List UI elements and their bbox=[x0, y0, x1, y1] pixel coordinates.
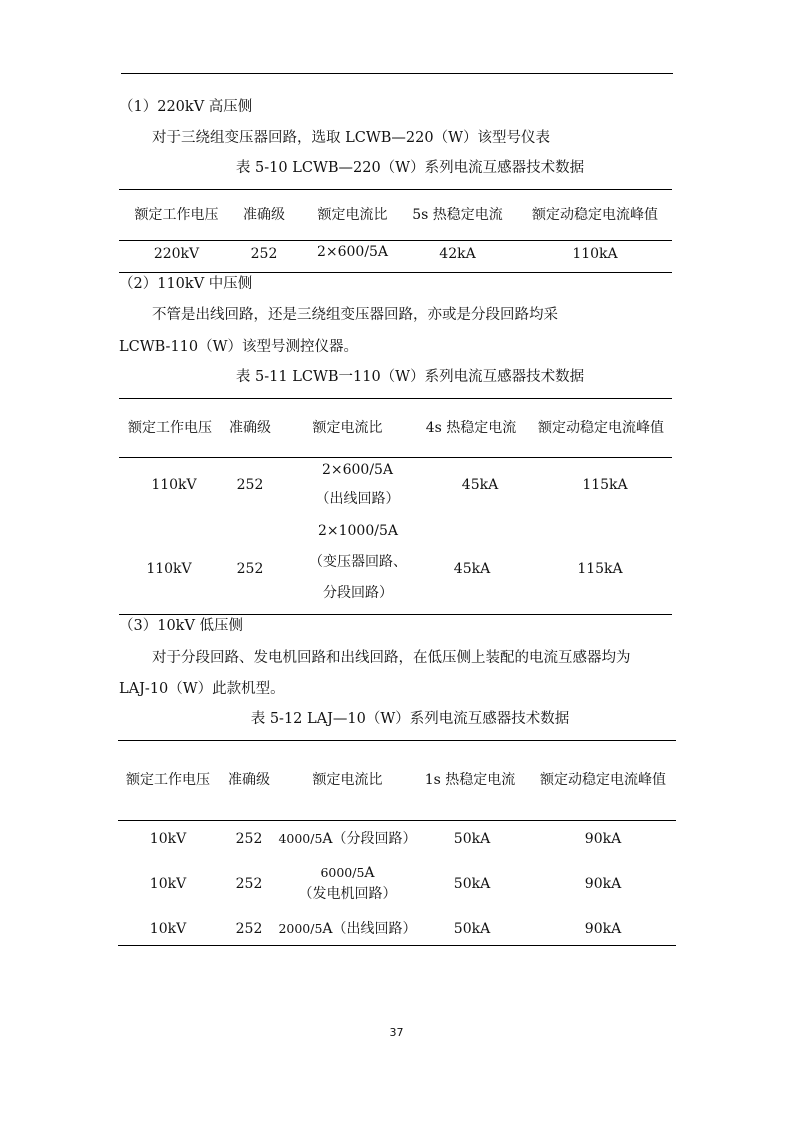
table-5-12-row3-ratio bbox=[270, 919, 425, 939]
table-5-12-row2-thermal: 50kA bbox=[453, 876, 491, 892]
table-5-12-header-voltage: 额定工作电压 bbox=[126, 772, 210, 788]
table-5-10-header-voltage: 额定工作电压 bbox=[134, 207, 219, 223]
table-5-11-mid-rule bbox=[119, 457, 672, 458]
table-5-10-cell-dynamic: 110kA bbox=[572, 246, 618, 262]
table-5-12-row1-thermal: 50kA bbox=[453, 831, 491, 847]
table-5-12-row3-dynamic: 90kA bbox=[584, 921, 622, 937]
table-5-12-row2-ratio-suffix: A bbox=[364, 865, 375, 881]
table-5-10-cell-thermal: 42kA bbox=[439, 246, 476, 262]
section-heading-110kv: （2）110kV 中压侧 bbox=[119, 276, 253, 292]
table-5-12-row3-ratio-suffix: A（出线回路） bbox=[322, 921, 417, 937]
table-5-12-row2-ratio-line2: （发电机回路） bbox=[298, 886, 397, 902]
table-5-11-row2-ratio-line1: 2×1000/5A bbox=[317, 523, 398, 539]
table-5-10-top-rule bbox=[119, 189, 672, 190]
table-5-11-bottom-rule bbox=[119, 614, 672, 615]
table-5-12-mid-rule bbox=[118, 820, 676, 821]
table-5-10-cell-voltage: 220kV bbox=[153, 246, 200, 262]
table-5-12-row1-ratio bbox=[270, 829, 425, 849]
table-5-11-header-ratio: 额定电流比 bbox=[312, 420, 383, 436]
table-5-10-header-dynamic: 额定动稳定电流峰值 bbox=[532, 207, 658, 223]
table-caption-5-10: 表 5-10 LCWB—220（W）系列电流互感器技术数据 bbox=[235, 160, 585, 176]
table-5-11-row2-thermal: 45kA bbox=[453, 561, 491, 577]
table-5-12-header-dynamic: 额定动稳定电流峰值 bbox=[540, 772, 666, 788]
table-5-11-row1-accuracy: 252 bbox=[236, 477, 264, 493]
table-5-11-row1-ratio-line1: 2×600/5A bbox=[321, 462, 394, 478]
table-caption-5-11: 表 5-11 LCWB一110（W）系列电流互感器技术数据 bbox=[235, 369, 585, 385]
table-5-11-row1-dynamic: 115kA bbox=[582, 477, 628, 493]
table-5-11-row1-voltage: 110kV bbox=[151, 477, 197, 493]
table-5-12-row1-voltage: 10kV bbox=[149, 831, 187, 847]
table-5-10-mid-rule bbox=[119, 240, 672, 241]
table-5-11-row1-ratio-line2: （出线回路） bbox=[315, 491, 400, 507]
table-5-11-row2-voltage: 110kV bbox=[146, 561, 192, 577]
table-5-10-header-thermal: 5s 热稳定电流 bbox=[412, 207, 503, 223]
table-5-12-row3-accuracy: 252 bbox=[235, 921, 263, 937]
table-5-11-row1-thermal: 45kA bbox=[461, 477, 499, 493]
table-5-12-bottom-rule bbox=[118, 945, 676, 946]
table-5-12-row2-ratio-number: 6000/5 bbox=[320, 865, 365, 880]
section-paragraph-10kv-line2: LAJ-10（W）此款机型。 bbox=[119, 681, 285, 697]
table-5-12-row1-ratio-number: 4000/5 bbox=[278, 831, 323, 846]
table-5-12-row3-voltage: 10kV bbox=[149, 921, 187, 937]
table-5-12-row1-accuracy: 252 bbox=[235, 831, 263, 847]
table-5-11-header-dynamic: 额定动稳定电流峰值 bbox=[538, 420, 664, 436]
table-5-11-header-voltage: 额定工作电压 bbox=[128, 420, 212, 436]
table-5-12-row1-dynamic: 90kA bbox=[584, 831, 622, 847]
header-rule bbox=[121, 73, 673, 74]
table-5-12-header-thermal: 1s 热稳定电流 bbox=[424, 772, 516, 788]
table-5-12-row2-voltage: 10kV bbox=[149, 876, 187, 892]
section-heading-220kv: （1）220kV 高压侧 bbox=[119, 99, 253, 115]
table-5-12-row2-dynamic: 90kA bbox=[584, 876, 622, 892]
table-5-10-bottom-rule bbox=[119, 272, 672, 273]
section-paragraph-10kv-line1: 对于分段回路、发电机回路和出线回路，在低压侧上装配的电流互感器均为 bbox=[152, 650, 631, 666]
table-5-12-row2-ratio-line1 bbox=[290, 863, 405, 883]
table-5-10-header-ratio: 额定电流比 bbox=[317, 207, 388, 223]
table-5-11-row2-ratio-line3: 分段回路） bbox=[323, 585, 393, 601]
table-5-12-row2-accuracy: 252 bbox=[235, 876, 263, 892]
table-5-11-row2-ratio-line2: （变压器回路、 bbox=[309, 554, 407, 570]
table-5-12-row3-thermal: 50kA bbox=[453, 921, 491, 937]
table-5-10-cell-accuracy: 252 bbox=[250, 246, 278, 262]
table-5-12-row3-ratio-number: 2000/5 bbox=[278, 921, 323, 936]
table-5-11-top-rule bbox=[119, 398, 672, 399]
table-5-11-row2-dynamic: 115kA bbox=[577, 561, 623, 577]
table-5-12-row1-ratio-suffix: A（分段回路） bbox=[322, 831, 417, 847]
section-paragraph-220kv: 对于三绕组变压器回路，选取 LCWB—220（W）该型号仪表 bbox=[152, 130, 550, 146]
page-number: 37 bbox=[389, 1026, 404, 1039]
table-5-12-top-rule bbox=[118, 740, 676, 741]
table-5-11-row2-accuracy: 252 bbox=[236, 561, 264, 577]
table-5-12-header-ratio: 额定电流比 bbox=[312, 772, 383, 788]
table-5-12-header-accuracy: 准确级 bbox=[228, 772, 270, 788]
section-paragraph-110kv-line2: LCWB-110（W）该型号测控仪器。 bbox=[119, 339, 359, 355]
table-5-11-header-thermal: 4s 热稳定电流 bbox=[425, 420, 517, 436]
table-5-11-header-accuracy: 准确级 bbox=[229, 420, 271, 436]
section-paragraph-110kv-line1: 不管是出线回路，还是三绕组变压器回路，亦或是分段回路均采 bbox=[152, 307, 558, 323]
table-caption-5-12: 表 5-12 LAJ—10（W）系列电流互感器技术数据 bbox=[250, 711, 570, 727]
table-5-10-cell-ratio: 2×600/5A bbox=[316, 244, 389, 260]
table-5-10-header-accuracy: 准确级 bbox=[243, 207, 285, 223]
section-heading-10kv: （3）10kV 低压侧 bbox=[119, 618, 244, 634]
